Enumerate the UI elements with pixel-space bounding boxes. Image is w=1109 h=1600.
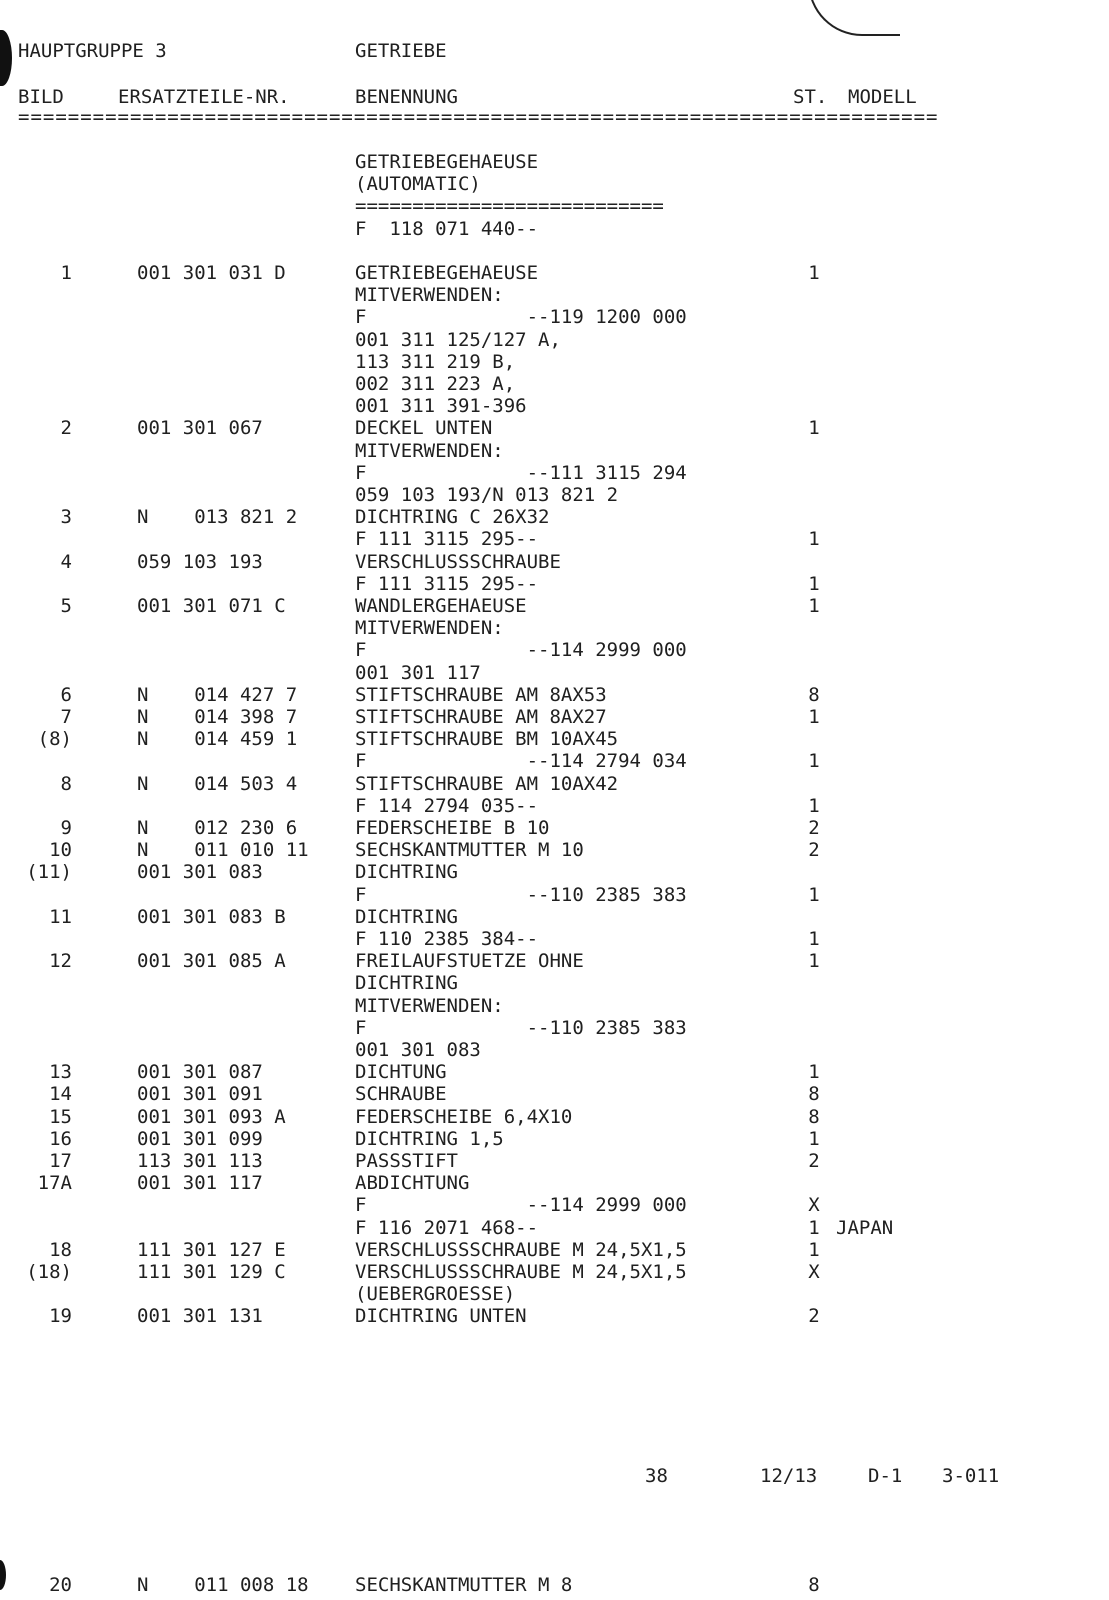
row-quantity: 1 bbox=[808, 262, 820, 284]
row-bild: (11) bbox=[26, 861, 72, 884]
row-quantity: 1 bbox=[808, 928, 820, 950]
parts-row bbox=[0, 617, 1109, 639]
row-name: GETRIEBEGEHAEUSE bbox=[355, 151, 539, 173]
row-name: F 114 2794 035-- bbox=[355, 794, 539, 817]
parts-row bbox=[0, 351, 1109, 373]
row-name: (AUTOMATIC) bbox=[355, 173, 481, 196]
row-name: MITVERWENDEN: bbox=[355, 994, 504, 1017]
parts-row bbox=[0, 817, 1109, 839]
row-name: (UEBERGROESSE) bbox=[355, 1283, 516, 1306]
row-name: F 111 3115 295-- bbox=[355, 572, 539, 595]
row-name: F 118 071 440-- bbox=[355, 217, 539, 240]
row-name: VERSCHLUSSSCHRAUBE M 24,5X1,5 bbox=[355, 1238, 687, 1261]
row-part-number: N 014 459 1 bbox=[137, 728, 298, 751]
parts-row bbox=[0, 595, 1109, 617]
row-name: VERSCHLUSSSCHRAUBE M 24,5X1,5 bbox=[355, 1261, 687, 1283]
row-name: WANDLERGEHAEUSE bbox=[355, 595, 527, 617]
row-name: F 111 3115 295-- bbox=[355, 528, 539, 551]
parts-row bbox=[0, 373, 1109, 395]
row-part-number: 001 301 099 bbox=[137, 1127, 263, 1150]
row-quantity: 1 bbox=[808, 1061, 820, 1084]
row-bild: 2 bbox=[60, 417, 72, 440]
parts-row bbox=[0, 218, 1109, 240]
row-name: DICHTRING bbox=[355, 861, 458, 884]
row-name: DICHTRING bbox=[355, 972, 458, 995]
header-rule: ========================================================================== bbox=[18, 106, 939, 128]
row-name: SECHSKANTMUTTER M 10 bbox=[355, 839, 584, 862]
row-part-number: 001 301 117 bbox=[137, 1172, 263, 1195]
row-name: F --114 2999 000 bbox=[355, 1194, 687, 1217]
parts-row bbox=[0, 1261, 1109, 1283]
row-quantity: 1 bbox=[808, 750, 820, 773]
parts-row bbox=[0, 706, 1109, 728]
parts-row bbox=[0, 262, 1109, 284]
row-part-number: N 014 398 7 bbox=[137, 706, 298, 728]
parts-row bbox=[0, 1106, 1109, 1128]
parts-row bbox=[0, 440, 1109, 462]
row-part-number: 001 301 067 bbox=[137, 417, 263, 440]
row-quantity: 1 bbox=[808, 794, 820, 817]
row-name: STIFTSCHRAUBE AM 8AX53 bbox=[355, 683, 607, 706]
row-bild: 17 bbox=[49, 1150, 72, 1172]
parts-row bbox=[0, 1039, 1109, 1061]
row-bild: 1 bbox=[60, 262, 72, 284]
parts-row bbox=[0, 284, 1109, 306]
parts-row bbox=[0, 462, 1109, 484]
row-quantity: 8 bbox=[808, 1083, 820, 1106]
parts-row bbox=[0, 484, 1109, 506]
row-name: F 116 2071 468-- bbox=[355, 1216, 539, 1239]
parts-row bbox=[0, 195, 1109, 217]
row-name: MITVERWENDEN: bbox=[355, 439, 504, 462]
row-name: MITVERWENDEN: bbox=[355, 284, 504, 307]
row-name: 059 103 193/N 013 821 2 bbox=[355, 484, 619, 506]
row-part-number: N 011 008 18 bbox=[137, 1574, 309, 1596]
row-quantity: 1 bbox=[808, 1127, 820, 1150]
row-part-number: 111 301 129 C bbox=[137, 1261, 286, 1283]
parts-row bbox=[0, 573, 1109, 595]
row-name: DICHTRING 1,5 bbox=[355, 1127, 504, 1150]
row-bild: 4 bbox=[60, 550, 72, 573]
parts-row bbox=[0, 972, 1109, 994]
parts-row bbox=[0, 151, 1109, 173]
row-part-number: 001 301 085 A bbox=[137, 950, 286, 973]
row-name: DICHTRING C 26X32 bbox=[355, 506, 550, 529]
parts-row bbox=[0, 728, 1109, 750]
parts-row bbox=[0, 551, 1109, 573]
parts-row bbox=[0, 528, 1109, 550]
row-quantity: 1 bbox=[808, 950, 820, 973]
row-name: 113 311 219 B, bbox=[355, 350, 516, 373]
row-bild: 8 bbox=[60, 772, 72, 795]
row-name: DICHTUNG bbox=[355, 1061, 447, 1084]
row-bild: 6 bbox=[60, 683, 72, 706]
parts-row bbox=[0, 417, 1109, 439]
row-bild: 14 bbox=[49, 1083, 72, 1106]
row-quantity: 2 bbox=[808, 839, 820, 862]
row-name: SCHRAUBE bbox=[355, 1083, 447, 1106]
row-quantity: 2 bbox=[808, 1150, 820, 1172]
row-name: DICHTRING UNTEN bbox=[355, 1305, 527, 1328]
row-quantity: 1 bbox=[808, 417, 820, 440]
row-name: F 110 2385 384-- bbox=[355, 928, 539, 950]
row-quantity: 1 bbox=[808, 1216, 820, 1239]
footer-code: 3-011 bbox=[942, 1465, 1000, 1487]
row-part-number: N 011 010 11 bbox=[137, 839, 309, 862]
parts-row bbox=[0, 1574, 1109, 1596]
row-part-number: 059 103 193 bbox=[137, 550, 263, 573]
row-quantity: 1 bbox=[808, 572, 820, 595]
parts-row bbox=[0, 506, 1109, 528]
row-name: GETRIEBEGEHAEUSE bbox=[355, 262, 539, 284]
row-part-number: 001 301 093 A bbox=[137, 1105, 286, 1128]
parts-row bbox=[0, 928, 1109, 950]
main-group-label: HAUPTGRUPPE 3 bbox=[18, 40, 167, 62]
row-name: F --111 3115 294 bbox=[355, 461, 687, 484]
footer-date: 12/13 bbox=[760, 1465, 818, 1487]
row-quantity: 1 bbox=[808, 883, 820, 906]
row-name: STIFTSCHRAUBE BM 10AX45 bbox=[355, 728, 619, 751]
row-part-number: N 014 503 4 bbox=[137, 772, 298, 795]
parts-row bbox=[0, 839, 1109, 861]
row-part-number: 001 301 031 D bbox=[137, 262, 286, 284]
parts-row bbox=[0, 773, 1109, 795]
row-bild: 13 bbox=[49, 1061, 72, 1084]
parts-row bbox=[0, 1150, 1109, 1172]
row-quantity: 1 bbox=[808, 595, 820, 617]
parts-row bbox=[0, 884, 1109, 906]
row-name: ABDICHTUNG bbox=[355, 1172, 470, 1195]
parts-row bbox=[0, 329, 1109, 351]
row-name: 001 301 117 bbox=[355, 661, 481, 684]
row-bild: 15 bbox=[49, 1105, 72, 1128]
row-bild: 9 bbox=[60, 817, 72, 839]
footer-section: D-1 bbox=[868, 1465, 903, 1487]
row-name: SECHSKANTMUTTER M 8 bbox=[355, 1574, 573, 1596]
row-bild: 12 bbox=[49, 950, 72, 973]
row-name: STIFTSCHRAUBE AM 8AX27 bbox=[355, 706, 607, 728]
parts-row bbox=[0, 1239, 1109, 1261]
row-part-number: N 012 230 6 bbox=[137, 817, 298, 839]
row-part-number: 001 301 083 bbox=[137, 861, 263, 884]
parts-row bbox=[0, 306, 1109, 328]
row-part-number: 113 301 113 bbox=[137, 1150, 263, 1172]
footer-page-number: 38 bbox=[645, 1465, 668, 1487]
row-name: =========================== bbox=[355, 195, 664, 218]
row-model: JAPAN bbox=[836, 1216, 894, 1239]
scan-artifact-curve bbox=[808, 0, 900, 36]
row-part-number: 001 301 131 bbox=[137, 1305, 263, 1328]
row-bild: 5 bbox=[60, 595, 72, 617]
punch-hole-mark bbox=[0, 30, 12, 86]
parts-row bbox=[0, 684, 1109, 706]
row-part-number: 001 301 091 bbox=[137, 1083, 263, 1106]
parts-row bbox=[0, 995, 1109, 1017]
column-header-model: MODELL bbox=[848, 86, 917, 108]
row-quantity: 2 bbox=[808, 1305, 820, 1328]
column-header-name: BENENNUNG bbox=[355, 86, 458, 108]
row-part-number: 001 301 071 C bbox=[137, 595, 286, 617]
parts-row bbox=[0, 662, 1109, 684]
row-quantity: 1 bbox=[808, 1238, 820, 1261]
row-quantity: 1 bbox=[808, 706, 820, 728]
row-bild: 17A bbox=[37, 1172, 72, 1195]
row-name: STIFTSCHRAUBE AM 10AX42 bbox=[355, 772, 619, 795]
column-header-bild: BILD bbox=[18, 86, 64, 108]
row-name: MITVERWENDEN: bbox=[355, 617, 504, 640]
row-part-number: 001 301 087 bbox=[137, 1061, 263, 1084]
parts-row bbox=[0, 795, 1109, 817]
row-bild: 10 bbox=[49, 839, 72, 862]
parts-row bbox=[0, 639, 1109, 661]
row-quantity: 8 bbox=[808, 1105, 820, 1128]
parts-row bbox=[0, 950, 1109, 972]
row-name: F --119 1200 000 bbox=[355, 306, 687, 329]
parts-row bbox=[0, 1017, 1109, 1039]
group-name: GETRIEBE bbox=[355, 40, 447, 62]
parts-row bbox=[0, 1217, 1109, 1239]
parts-row bbox=[0, 1061, 1109, 1083]
row-name: F --114 2794 034 bbox=[355, 750, 687, 773]
parts-row bbox=[0, 861, 1109, 883]
row-bild: 16 bbox=[49, 1127, 72, 1150]
row-bild: (8) bbox=[37, 728, 72, 751]
row-bild: 20 bbox=[49, 1574, 72, 1596]
row-name: VERSCHLUSSSCHRAUBE bbox=[355, 550, 561, 573]
row-name: FEDERSCHEIBE 6,4X10 bbox=[355, 1105, 573, 1128]
row-quantity: X bbox=[808, 1261, 820, 1283]
row-quantity: 8 bbox=[808, 683, 820, 706]
row-name: F --110 2385 383 bbox=[355, 883, 687, 906]
row-name: F --114 2999 000 bbox=[355, 639, 687, 662]
row-bild: (18) bbox=[26, 1261, 72, 1283]
parts-row bbox=[0, 1305, 1109, 1327]
row-name: DECKEL UNTEN bbox=[355, 417, 493, 440]
row-name: DICHTRING bbox=[355, 905, 458, 928]
row-name: FEDERSCHEIBE B 10 bbox=[355, 817, 550, 839]
parts-row bbox=[0, 1172, 1109, 1194]
row-quantity: 8 bbox=[808, 1574, 820, 1596]
column-header-st: ST. bbox=[793, 86, 828, 108]
row-name: 001 311 125/127 A, bbox=[355, 328, 561, 351]
row-quantity: 1 bbox=[808, 528, 820, 551]
row-part-number: 001 301 083 B bbox=[137, 905, 286, 928]
row-name: 001 301 083 bbox=[355, 1039, 481, 1061]
row-quantity: 2 bbox=[808, 817, 820, 839]
parts-row bbox=[0, 750, 1109, 772]
row-bild: 19 bbox=[49, 1305, 72, 1328]
row-name: F --110 2385 383 bbox=[355, 1016, 687, 1039]
row-name: 002 311 223 A, bbox=[355, 373, 516, 395]
row-part-number: N 013 821 2 bbox=[137, 506, 298, 529]
row-part-number: 111 301 127 E bbox=[137, 1238, 286, 1261]
parts-row bbox=[0, 173, 1109, 195]
parts-row bbox=[0, 240, 1109, 262]
row-name: FREILAUFSTUETZE OHNE bbox=[355, 950, 584, 973]
parts-row bbox=[0, 1194, 1109, 1216]
row-quantity: X bbox=[808, 1194, 820, 1217]
parts-row bbox=[0, 1283, 1109, 1305]
parts-row bbox=[0, 906, 1109, 928]
parts-row bbox=[0, 1128, 1109, 1150]
parts-row bbox=[0, 395, 1109, 417]
column-header-part-number: ERSATZTEILE-NR. bbox=[118, 86, 290, 108]
row-name: PASSSTIFT bbox=[355, 1150, 458, 1172]
row-bild: 18 bbox=[49, 1238, 72, 1261]
row-name: 001 311 391-396 bbox=[355, 395, 527, 418]
row-bild: 7 bbox=[60, 706, 72, 728]
row-bild: 11 bbox=[49, 905, 72, 928]
row-bild: 3 bbox=[60, 506, 72, 529]
row-part-number: N 014 427 7 bbox=[137, 683, 298, 706]
parts-row bbox=[0, 1083, 1109, 1105]
